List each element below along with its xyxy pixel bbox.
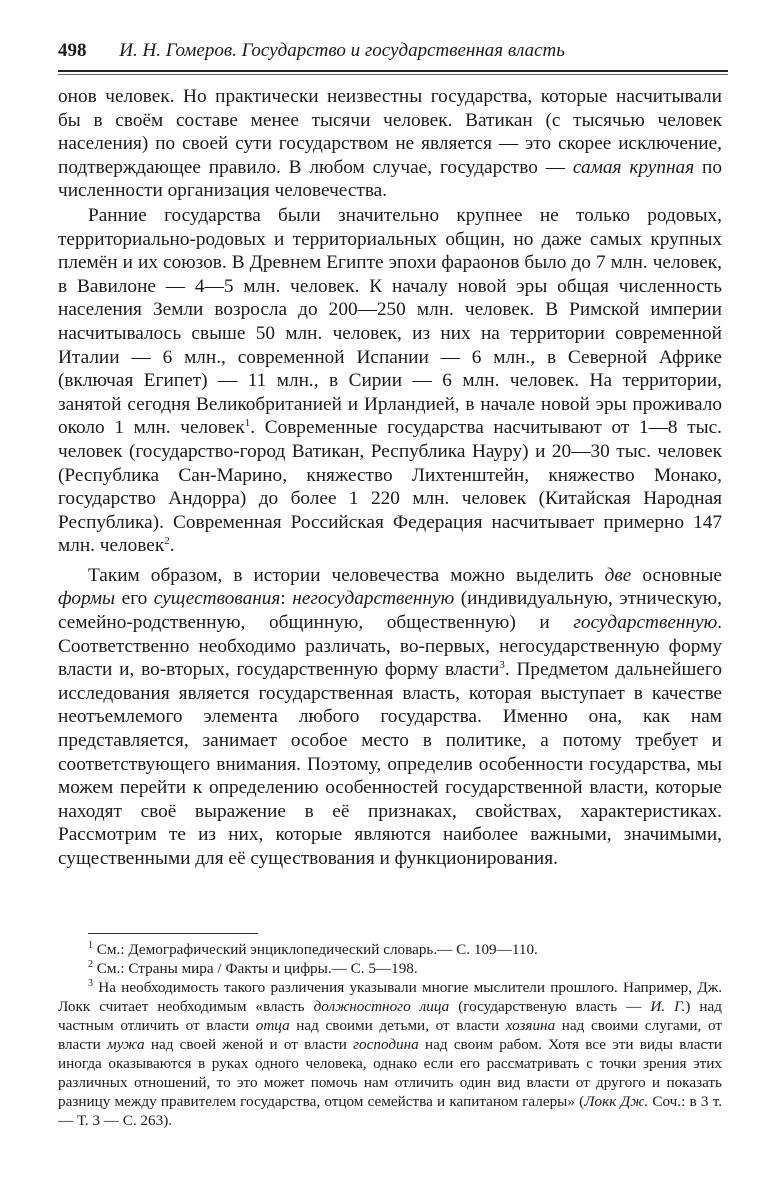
footnote-marker: 1 — [244, 417, 251, 430]
footnote-marker: 2 — [164, 535, 170, 548]
text-run: над своими слугами, от власти — [58, 1017, 722, 1053]
footnote — [58, 940, 722, 959]
footnote-marker: 3 — [88, 978, 93, 989]
italic-emphasis: Локк Дж. — [584, 1093, 649, 1110]
italic-emphasis: должностного лица — [313, 998, 450, 1015]
text-run: Ранние государства были значительно крупнее не только родовых, территориально-родовых и территориальных общин, но даже самых крупных племён и их союзов. В Древнем Египте эпохи фараонов было до 7 млн. человек, в Вавилоне — 4—5 млн. человек. К началу новой эры общая численность населения Земли возросла до 200—250 млн. человек. В Римской империи насчитывалось свыше 50 млн. человек, из них на территории современной Италии — 6 млн., современной Испании — 6 млн., в Северной Африке (включая Египет) — 11 млн., в Сирии — 6 млн. человек. На территории, занятой сегодня Великобританией и Ирландией, в начале новой эры проживало около 1 млн. человек — [58, 204, 722, 439]
text-run: по численности организация человечества. — [58, 156, 722, 202]
text-run: ) над частным отличить от власти — [58, 998, 722, 1034]
text-run: над своей женой и от власти — [144, 1036, 354, 1053]
italic-emphasis: мужа — [107, 1036, 145, 1053]
italic-emphasis: отца — [255, 1017, 290, 1034]
text-run: . Предметом дальнейшего исследования является государственная власть, которая выступает в качестве неотъемлемого элемента любого государства. Именно она, как нам представляется, занимает особое место в политике, а потому требует и соответствующего внимания. Поэтому, определив особенности государства, мы можем перейти к определению особенностей государственной власти, которые находят своё выражение в её признаках, свойствах, характеристиках. Рассмотрим те из них, которые являются наиболее важными, значимыми, существенными для её существования и функционирования. — [58, 659, 722, 869]
footnote-marker: 1 — [88, 940, 93, 951]
text-run: Таким образом, в истории человечества можно выделить — [88, 564, 605, 586]
text-run: онов человек. Но практически неизвестны государства, которые насчитывали бы в своём составе менее тысячи человек. Ватикан (с тысячью человек населения) по своей сути государством не является — это скорее исключение, подтверждающее правило. В любом случае, государство — — [58, 86, 722, 178]
running-header — [58, 40, 728, 62]
text-run: основные — [631, 564, 722, 586]
footnote-marker: 3 — [499, 659, 505, 672]
footnote — [58, 978, 722, 1130]
text-run: См.: Демографический энциклопедический словарь.— С. 109—110. — [93, 941, 538, 958]
body-text — [58, 85, 722, 871]
text-run: его — [115, 588, 154, 610]
italic-emphasis: две — [604, 564, 632, 586]
text-run: . Соответственно необходимо различать, во-первых, негосударственную форму власти и, во-вторых, государственную форму власти — [58, 612, 722, 681]
text-run: (индивидуальную, этническую, семейно-родственную, общинную, общественную) и — [58, 588, 722, 634]
paragraph — [58, 204, 722, 558]
text-run: (государственую власть — — [449, 998, 651, 1015]
italic-emphasis: негосударственную — [292, 588, 455, 610]
footnote-separator — [88, 933, 258, 934]
italic-emphasis: государственную — [573, 612, 718, 634]
footnote-marker: 2 — [88, 959, 93, 970]
text-run: . Современные государства насчитывают от 1—8 тыс. человек (государство-город Ватикан, Республика Науру) и 20—30 тыс. человек (Республика Сан-Марино, княжество Лихтенштейн, княжество Монако, государство Андорра) до более 1 220 млн. человек (Китайская Народная Республика). Современная Российская Федерация насчитывает примерно 147 млн. человек — [58, 417, 722, 557]
text-run: См.: Страны мира / Факты и цифры.— С. 5—198. — [93, 960, 418, 977]
footnotes — [58, 940, 722, 1130]
italic-emphasis: самая крупная — [572, 156, 695, 178]
text-run: . — [169, 535, 175, 557]
paragraph — [58, 85, 722, 203]
header-rule-thin — [58, 74, 728, 75]
footnote — [58, 959, 722, 978]
running-title: И. Н. Гомеров. Государство и государственная власть — [119, 40, 565, 61]
text-run: На необходимость такого различения указывали многие мыслители прошлого. Например, Дж. Локк считает необходимым «власть — [58, 979, 722, 1015]
italic-emphasis: И. Г. — [650, 998, 686, 1015]
italic-emphasis: хозяина — [505, 1017, 556, 1034]
italic-emphasis: существования — [153, 588, 281, 610]
text-run: Соч.: в 3 т.— Т. 3 — С. 263). — [58, 1093, 722, 1129]
text-run: над своими детьми, от власти — [289, 1017, 506, 1034]
paragraph — [58, 564, 722, 871]
italic-emphasis: господина — [353, 1036, 419, 1053]
text-run: над своим рабом. Хотя все эти виды власти иногда оказываются в руках одного человека, однако если его рассматривать с точки зрения этих различных отношений, то это может помочь нам отличить один вид власти от другого и показать разницу между правителем государства, отцом семейства и капитаном галеры» ( — [58, 1036, 722, 1110]
page-number: 498 — [58, 40, 87, 61]
text-run: : — [280, 588, 293, 610]
header-rule — [58, 70, 728, 72]
italic-emphasis: формы — [58, 588, 116, 610]
